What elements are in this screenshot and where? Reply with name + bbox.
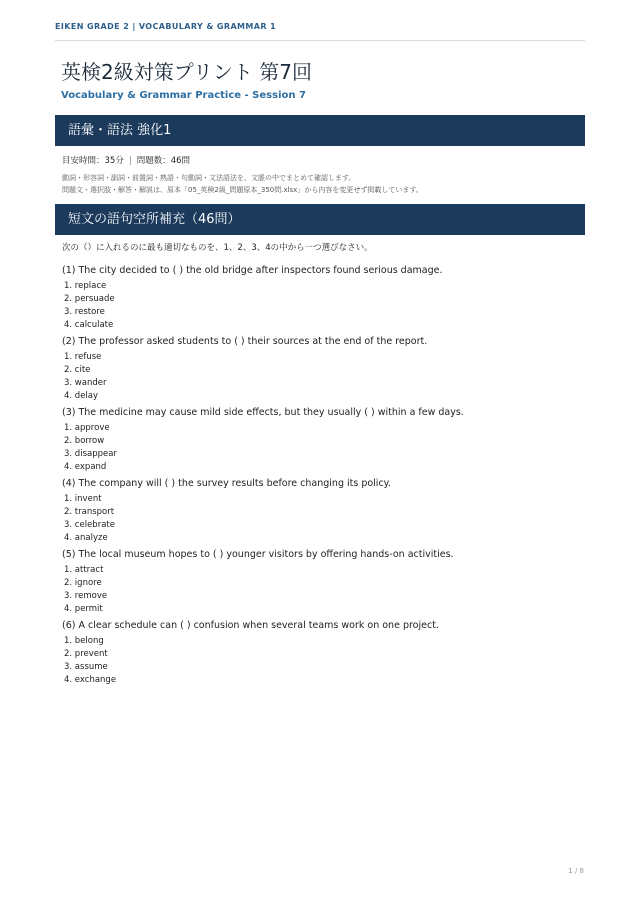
answer-option: 4. delay [64,391,99,401]
answer-option: 3. remove [64,591,108,601]
question-text: (4) The company will ( ) the survey results before changing its policy. [62,478,391,489]
answer-option: 4. exchange [64,675,117,685]
option-list [62,422,582,474]
meta-separator: | [128,156,132,166]
question-item [62,406,582,474]
note-line: 問題文・選択肢・解答・解説は、原本「05_英検2級_問題原本_350問.xlsx」から内容を変更せず掲載しています。 [62,185,423,194]
question-item [62,477,582,545]
answer-option: 3. restore [64,307,105,317]
question-item [62,335,582,403]
answer-option: 4. expand [64,462,107,472]
answer-option: 3. celebrate [64,520,115,530]
answer-option: 2. transport [64,507,115,517]
section-notes [62,173,423,196]
question-item [62,619,582,687]
question-text: (1) The city decided to ( ) the old bridge after inspectors found serious damage. [62,265,443,276]
question-item [62,264,582,332]
answer-option: 1. attract [64,565,104,575]
answer-option: 2. ignore [64,578,102,588]
running-header: EIKEN GRADE 2 | VOCABULARY & GRAMMAR 1 [55,22,585,41]
question-list [62,264,582,690]
answer-option: 3. assume [64,662,108,672]
answer-option: 4. analyze [64,533,108,543]
title-block [61,58,312,101]
answer-option: 1. refuse [64,352,102,362]
option-list [62,635,582,687]
answer-option: 1. invent [64,494,102,504]
option-list [62,351,582,403]
option-list [62,564,582,616]
answer-option: 1. replace [64,281,107,291]
question-text: (2) The professor asked students to ( ) their sources at the end of the report. [62,336,428,347]
option-list [62,280,582,332]
option-list [62,493,582,545]
page-number: 1 / 8 [568,867,584,875]
answer-option: 2. cite [64,365,91,375]
page-subtitle: Vocabulary & Grammar Practice - Session 7 [61,90,306,101]
question-text: (5) The local museum hopes to ( ) younger visitors by offering hands-on activities. [62,549,454,560]
answer-option: 2. prevent [64,649,108,659]
answer-option: 2. borrow [64,436,105,446]
answer-option: 2. persuade [64,294,115,304]
question-count: 問題数：46問 [136,156,191,166]
answer-option: 3. wander [64,378,107,388]
instruction-text: 次の（）に入れるのに最も適切なものを、1、2、3、4の中から一つ選びなさい。 [62,243,373,253]
section-heading-fill-in: 短文の語句空所補充（46問） [55,204,585,235]
time-estimate: 目安時間：35分 [62,156,124,166]
answer-option: 1. approve [64,423,110,433]
answer-option: 4. permit [64,604,103,614]
answer-option: 4. calculate [64,320,114,330]
note-line: 動詞・形容詞・副詞・前置詞・熟語・句動詞・文法語法を、文脈の中でまとめて確認します。 [62,174,356,182]
page-title: 英検2級対策プリント 第7回 [61,60,313,84]
meta-info [62,154,190,166]
section-heading-vocabulary: 語彙・語法 強化1 [55,115,585,146]
question-item [62,548,582,616]
question-text: (6) A clear schedule can ( ) confusion when several teams work on one project. [62,620,439,631]
answer-option: 1. belong [64,636,104,646]
question-text: (3) The medicine may cause mild side effects, but they usually ( ) within a few days. [62,407,464,418]
answer-option: 3. disappear [64,449,117,459]
